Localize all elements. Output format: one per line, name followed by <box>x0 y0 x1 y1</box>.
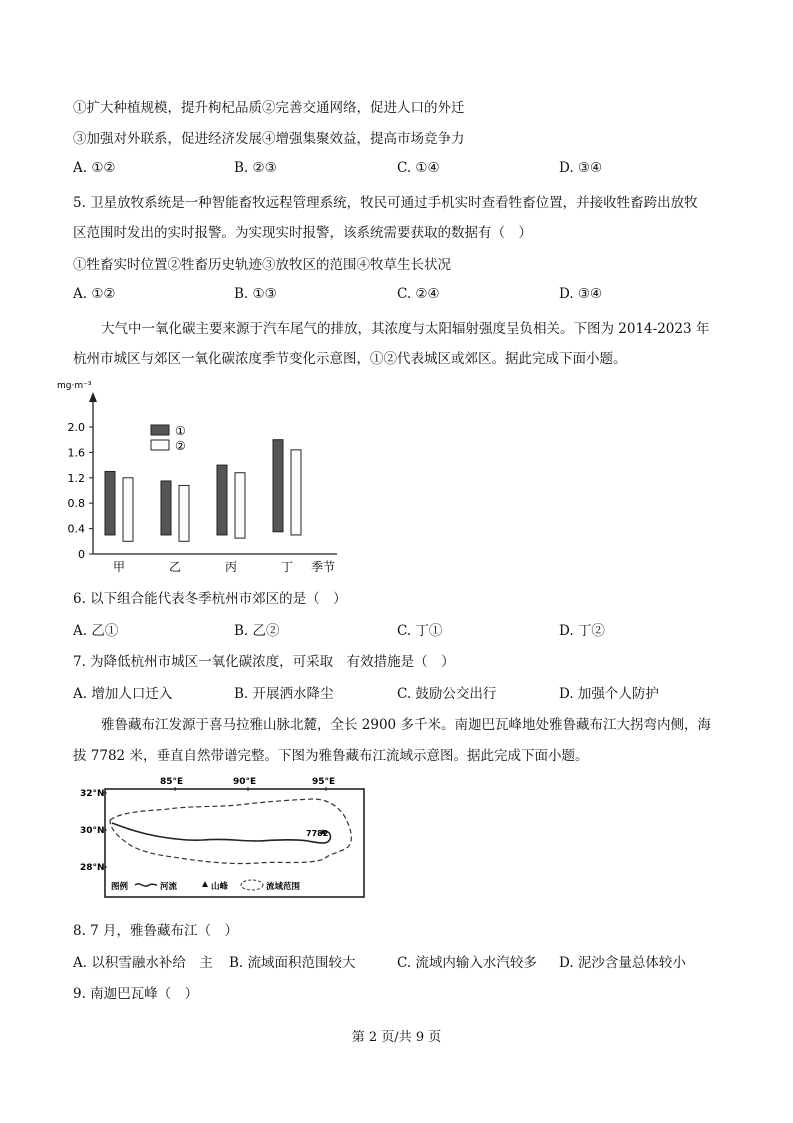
y-tick-label: 1.2 <box>67 471 85 485</box>
q5-items: ①牲畜实时位置②牲畜历史轨迹③放牧区的范围④牧草生长状况 <box>73 257 451 273</box>
yarlung-basin-map <box>78 773 368 901</box>
q4-items-line2: ③加强对外联系，促进经济发展④增强集聚效益，提高市场竞争力 <box>73 131 465 147</box>
bar-1-甲 <box>105 471 115 535</box>
q5-option-a: A. ①② <box>73 286 116 302</box>
y-tick-label: 2.0 <box>67 421 85 434</box>
legend-swatch-1 <box>151 425 169 435</box>
lon-label-85: 85°E <box>160 777 184 787</box>
bar-1-丙 <box>217 465 227 535</box>
lat-label-30: 30°N <box>80 826 105 836</box>
q5-option-d: D. ③④ <box>559 286 603 302</box>
q8-option-d: D. 泥沙含量总体较小 <box>559 955 686 971</box>
q9-stem: 9. 南迦巴瓦峰（ ） <box>73 986 199 1002</box>
bar-2-乙 <box>179 485 189 541</box>
legend-peak-icon <box>202 881 208 887</box>
lat-label-28: 28°N <box>80 863 105 873</box>
bar-1-乙 <box>161 481 171 535</box>
q8-option-c: C. 流域内输入水汽较多 <box>397 955 537 971</box>
q6-stem: 6. 以下组合能代表冬季杭州市郊区的是（ ） <box>73 591 347 607</box>
q4-items-line1: ①扩大种植规模，提升枸杞品质②完善交通网络，促进人口的外迁 <box>73 100 465 116</box>
q6-option-c: C. 丁① <box>397 623 443 639</box>
legend-label-2: ② <box>175 439 186 453</box>
y-tick-label: 0.4 <box>67 522 85 536</box>
y-tick-label: 0 <box>78 548 85 561</box>
passage2-line2: 拔 7782 米，垂直自然带谱完整。下图为雅鲁藏布江流域示意图。据此完成下面小题。 <box>73 748 589 764</box>
legend-river-icon <box>135 884 157 886</box>
q7-option-d: D. 加强个人防护 <box>559 686 659 702</box>
lon-label-90: 90°E <box>233 777 257 787</box>
q8-stem: 8. 7 月，雅鲁藏布江（ ） <box>73 923 239 939</box>
legend-peak-label: 山峰 <box>211 882 229 892</box>
co-concentration-chart <box>55 374 355 579</box>
x-tick-label: 乙 <box>168 560 182 574</box>
y-tick-label: 0.8 <box>67 497 85 511</box>
passage2-line1: 雅鲁藏布江发源于喜马拉雅山脉北麓，全长 2900 多千米。南迦巴瓦峰地处雅鲁藏布江大拐弯内侧，海 <box>101 717 711 733</box>
bar-2-甲 <box>123 478 133 542</box>
q7-option-b: B. 开展洒水降尘 <box>234 686 334 702</box>
legend-label-1: ① <box>175 424 186 438</box>
q5-option-b: B. ①③ <box>234 286 277 302</box>
bar-2-丁 <box>291 450 301 535</box>
q5-stem-line1: 5. 卫星放牧系统是一种智能畜牧远程管理系统，牧民可通过手机实时查看牲畜位置，并接收牲畜跨出放牧 <box>73 195 698 211</box>
q7-stem: 7. 为降低杭州市城区一氧化碳浓度，可采取 有效措施是（ ） <box>73 654 455 670</box>
legend-basin-icon <box>241 880 263 890</box>
q4-option-d: D. ③④ <box>559 160 603 176</box>
river-line <box>112 823 330 843</box>
passage1-line2: 杭州市城区与郊区一氧化碳浓度季节变化示意图，①②代表城区或郊区。据此完成下面小题。 <box>73 351 627 367</box>
q7-option-a: A. 增加人口迁入 <box>73 686 173 702</box>
lon-label-95: 95°E <box>312 777 336 787</box>
q6-option-b: B. 乙② <box>234 623 280 639</box>
q4-option-a: A. ①② <box>73 160 116 176</box>
legend-basin-label: 流域范围 <box>266 882 301 892</box>
x-tick-label: 甲 <box>112 560 126 574</box>
lat-label-32: 32°N <box>80 789 105 799</box>
q6-option-d: D. 丁② <box>559 623 605 639</box>
peak-label: 7782 <box>306 829 329 838</box>
y-axis-label: mg·m⁻³ <box>57 381 92 391</box>
x-axis-label: 季节 <box>310 560 335 574</box>
passage1-line1: 大气中一氧化碳主要来源于汽车尾气的排放，其浓度与太阳辐射强度呈负相关。下图为 2014-2023 年 <box>101 321 710 337</box>
q8-option-a: A. 以积雪融水补给 主 <box>73 955 213 971</box>
q8-option-b: B. 流域面积范围较大 <box>229 955 356 971</box>
q4-option-c: C. ①④ <box>397 160 440 176</box>
bar-2-丙 <box>235 473 245 538</box>
y-tick-label: 1.6 <box>67 446 85 460</box>
legend-river-label: 河流 <box>160 882 178 892</box>
page-footer: 第 2 页/共 9 页 <box>351 1030 442 1045</box>
bar-1-丁 <box>273 440 283 532</box>
x-tick-label: 丁 <box>280 560 294 574</box>
q7-option-c: C. 鼓励公交出行 <box>397 686 497 702</box>
legend-swatch-2 <box>151 440 169 450</box>
q5-stem-line2: 区范围时发出的实时报警。为实现实时报警，该系统需要获取的数据有（ ） <box>73 225 532 241</box>
q5-option-c: C. ②④ <box>397 286 440 302</box>
legend-title: 图例 <box>111 882 129 892</box>
y-axis-arrow <box>89 392 97 402</box>
q6-option-a: A. 乙① <box>73 623 119 639</box>
q4-option-b: B. ②③ <box>234 160 277 176</box>
x-tick-label: 丙 <box>224 560 238 574</box>
